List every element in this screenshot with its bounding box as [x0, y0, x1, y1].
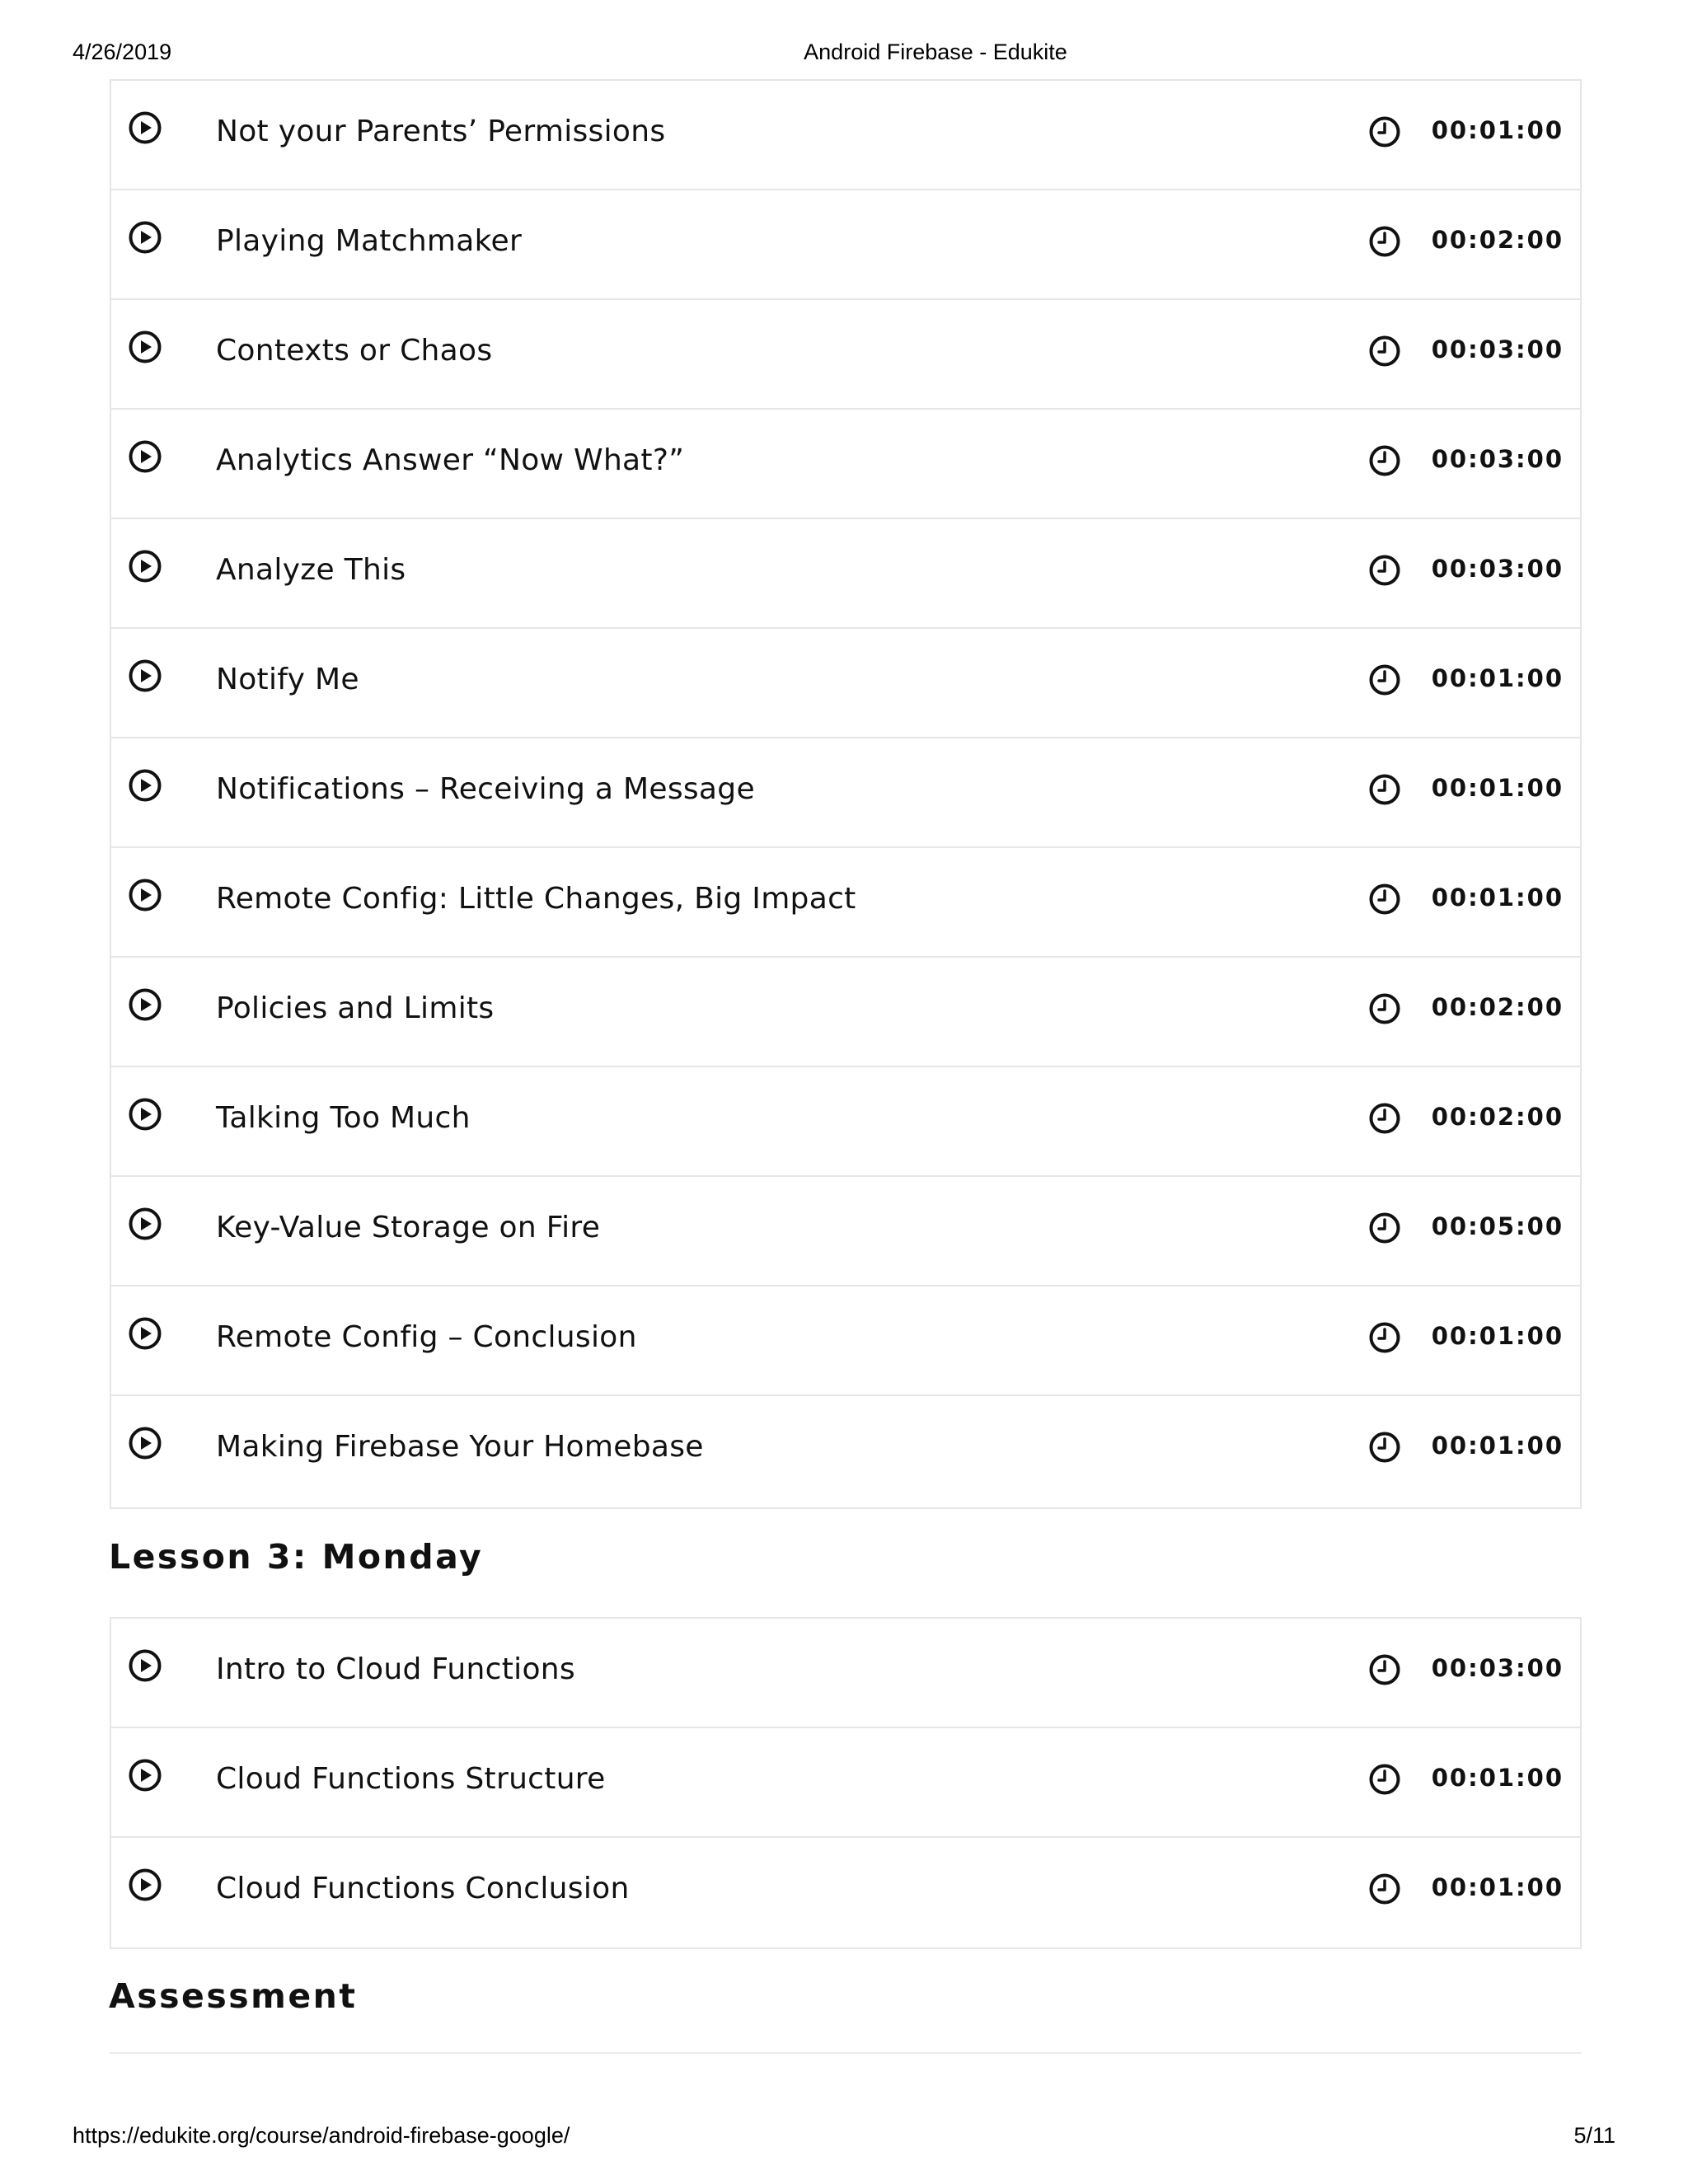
lesson-item-duration: 00:02:00	[1431, 993, 1564, 1021]
lesson-item[interactable]	[111, 1838, 1580, 1947]
clock-icon	[1368, 773, 1401, 806]
lesson-item-title[interactable]: Making Firebase Your Homebase	[216, 1430, 704, 1464]
lesson-item[interactable]	[111, 1067, 1580, 1177]
clock-icon	[1368, 444, 1401, 477]
lesson-item[interactable]	[111, 629, 1580, 738]
lesson-item-duration: 00:03:00	[1431, 335, 1564, 363]
lesson-item[interactable]	[111, 81, 1580, 190]
clock-icon	[1368, 883, 1401, 916]
print-url: https://edukite.org/course/android-firebase-google/	[73, 2123, 570, 2148]
lesson-item[interactable]	[111, 848, 1580, 958]
print-page-number: 5/11	[1573, 2123, 1615, 2148]
lesson-item[interactable]	[111, 1177, 1580, 1286]
play-circle-icon[interactable]	[128, 1648, 162, 1683]
lesson-item-title[interactable]: Analyze This	[216, 553, 406, 587]
clock-icon	[1368, 1763, 1401, 1796]
lesson-item-duration: 00:03:00	[1431, 555, 1564, 583]
lesson-item-title[interactable]: Remote Config – Conclusion	[216, 1320, 637, 1354]
clock-icon	[1368, 1321, 1401, 1354]
lesson-2-list	[110, 79, 1582, 1509]
lesson-item[interactable]	[111, 1286, 1580, 1396]
lesson-item[interactable]	[111, 1396, 1580, 1506]
lesson-item[interactable]	[111, 738, 1580, 848]
clock-icon	[1368, 225, 1401, 258]
play-circle-icon[interactable]	[128, 330, 162, 364]
lesson-item-duration: 00:01:00	[1431, 116, 1564, 144]
play-circle-icon[interactable]	[128, 1097, 162, 1132]
lesson-item-title[interactable]: Key-Value Storage on Fire	[216, 1211, 601, 1244]
lesson-item-duration: 00:03:00	[1431, 445, 1564, 473]
lesson-item[interactable]	[111, 300, 1580, 410]
lesson-item-title[interactable]: Policies and Limits	[216, 991, 495, 1025]
play-circle-icon[interactable]	[128, 1758, 162, 1793]
lesson-item-title[interactable]: Contexts or Chaos	[216, 334, 493, 368]
lesson-item-duration: 00:01:00	[1431, 774, 1564, 802]
clock-icon	[1368, 1212, 1401, 1244]
lesson-item-duration: 00:03:00	[1431, 1654, 1564, 1682]
lesson-item-title[interactable]: Remote Config: Little Changes, Big Impact	[216, 882, 856, 916]
lesson-item-duration: 00:01:00	[1431, 883, 1564, 912]
lesson-item-duration: 00:01:00	[1431, 1764, 1564, 1792]
lesson-item-title[interactable]: Not your Parents’ Permissions	[216, 115, 666, 148]
lesson-item[interactable]	[111, 958, 1580, 1067]
lesson-item[interactable]	[111, 1728, 1580, 1838]
play-circle-icon[interactable]	[128, 110, 162, 145]
print-footer	[0, 2123, 1688, 2156]
lesson-3-list	[110, 1617, 1582, 1949]
play-circle-icon[interactable]	[128, 549, 162, 583]
lesson-item-title[interactable]: Analytics Answer “Now What?”	[216, 443, 685, 477]
lesson-item-title[interactable]: Intro to Cloud Functions	[216, 1652, 575, 1686]
lesson-item-duration: 00:01:00	[1431, 1873, 1564, 1901]
assessment-heading: Assessment	[109, 1976, 358, 2016]
lesson-item-title[interactable]: Playing Matchmaker	[216, 224, 523, 258]
play-circle-icon[interactable]	[128, 1426, 162, 1460]
lesson-item[interactable]	[111, 190, 1580, 300]
lesson-item[interactable]	[111, 519, 1580, 629]
clock-icon	[1368, 1431, 1401, 1464]
lesson-item-title[interactable]: Notifications – Receiving a Message	[216, 772, 755, 806]
clock-icon	[1368, 1653, 1401, 1686]
print-header	[0, 40, 1688, 73]
clock-icon	[1368, 1102, 1401, 1135]
assessment-divider	[110, 2052, 1582, 2054]
lesson-item-title[interactable]: Notify Me	[216, 663, 359, 696]
lesson-item-duration: 00:01:00	[1431, 664, 1564, 692]
lesson-item-title[interactable]: Cloud Functions Structure	[216, 1762, 606, 1796]
lesson-item-duration: 00:02:00	[1431, 1103, 1564, 1131]
play-circle-icon[interactable]	[128, 1316, 162, 1351]
print-page-title: Android Firebase - Edukite	[804, 40, 1067, 64]
play-circle-icon[interactable]	[128, 658, 162, 693]
play-circle-icon[interactable]	[128, 768, 162, 803]
play-circle-icon[interactable]	[128, 439, 162, 474]
clock-icon	[1368, 335, 1401, 368]
lesson-item-duration: 00:01:00	[1431, 1322, 1564, 1350]
lesson-item[interactable]	[111, 1619, 1580, 1728]
clock-icon	[1368, 663, 1401, 696]
play-circle-icon[interactable]	[128, 1207, 162, 1241]
clock-icon	[1368, 1872, 1401, 1905]
lesson-item-title[interactable]: Cloud Functions Conclusion	[216, 1872, 630, 1905]
lesson-item-title[interactable]: Talking Too Much	[216, 1101, 471, 1135]
play-circle-icon[interactable]	[128, 220, 162, 255]
print-date: 4/26/2019	[73, 40, 172, 64]
lesson-item-duration: 00:02:00	[1431, 226, 1564, 254]
play-circle-icon[interactable]	[128, 1868, 162, 1902]
lesson-item-duration: 00:01:00	[1431, 1432, 1564, 1460]
play-circle-icon[interactable]	[128, 878, 162, 912]
lesson-item-duration: 00:05:00	[1431, 1212, 1564, 1240]
clock-icon	[1368, 992, 1401, 1025]
lesson-3-heading: Lesson 3: Monday	[109, 1537, 484, 1577]
clock-icon	[1368, 554, 1401, 587]
lesson-item[interactable]	[111, 410, 1580, 519]
play-circle-icon[interactable]	[128, 987, 162, 1022]
clock-icon	[1368, 115, 1401, 148]
